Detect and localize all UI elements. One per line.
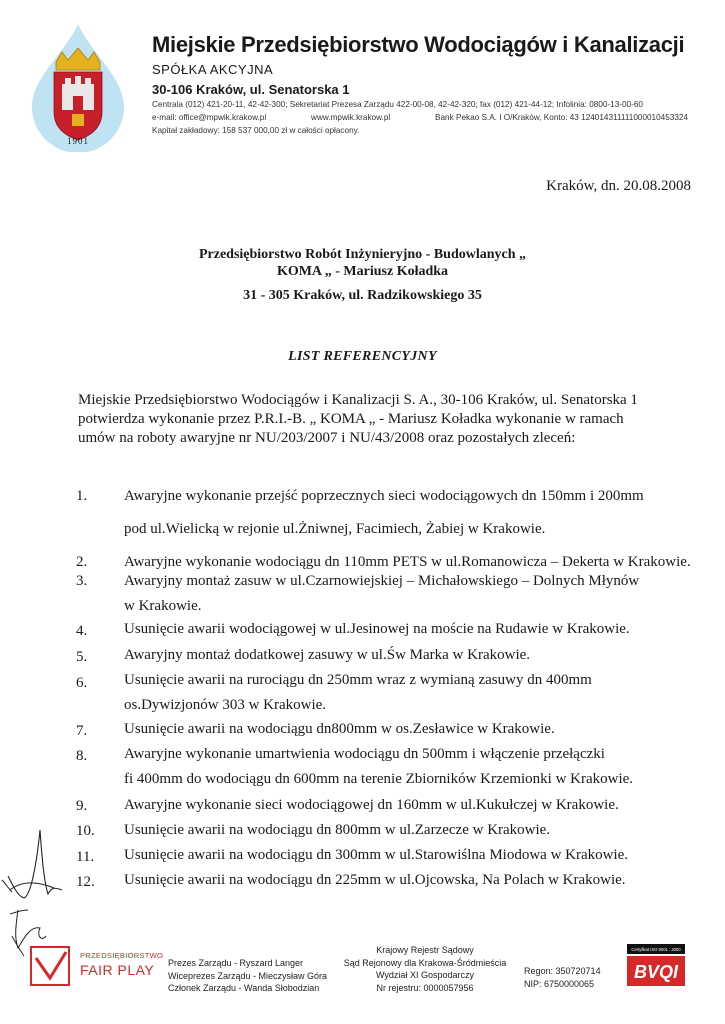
registry-number: Nr rejestru: 0000057956 [376, 982, 474, 993]
intro-line-1: Miejskie Przedsiębiorstwo Wodociągów i Kanalizacji S. A., 30-106 Kraków, ul. Senatorska 1 [78, 392, 638, 408]
letter-date: Kraków, dn. 20.08.2008 [546, 178, 691, 194]
document-title: LIST REFERENCYJNY [288, 349, 437, 364]
list-item-number: 2. [76, 554, 88, 570]
list-item-text: Awaryjne wykonanie sieci wodociągowej dn 160mm w ul.Kukułczej w Krakowie. [124, 797, 619, 813]
fair-play-title: FAIR PLAY [80, 962, 155, 978]
city-crest-logo [22, 22, 134, 152]
list-item-number: 6. [76, 675, 88, 691]
contact-website[interactable]: www.mpwik.krakow.pl [311, 113, 391, 122]
list-item-text: Awaryjne wykonanie umartwienia wodociągu dn 500mm i włączenie przełączki [124, 746, 605, 762]
company-ids [524, 965, 601, 990]
list-item-text: Usunięcie awarii na rurociągu dn 250mm wraz z wymianą zasuwy dn 400mm [124, 672, 592, 688]
contact-bank: Bank Pekao S.A. I O/Kraków, Konto: 43 124014311111000010453324 [435, 113, 688, 122]
list-item-number: 1. [76, 488, 88, 504]
cert-label: Certyfikat ISO 9001 : 2000 [631, 947, 681, 953]
company-type: SPÓŁKA AKCYJNA [152, 62, 274, 77]
list-item-number: 8. [76, 748, 88, 764]
list-item-text: Usunięcie awarii na wodociągu dn 225mm w ul.Ojcowska, Na Polach w Krakowie. [124, 872, 626, 888]
registry-line-2: Sąd Rejonowy dla Krakowa-Śródmieścia [343, 957, 507, 968]
fair-play-check-icon [30, 946, 70, 986]
contact-email[interactable]: e-mail: office@mpwik.krakow.pl [152, 113, 267, 122]
list-item-text: fi 400mm do wodociągu dn 600mm na terenie Zbiorników Krzemionki w Krakowie. [124, 771, 634, 787]
board-member: Członek Zarządu - Wanda Słobodzian [168, 983, 320, 993]
list-item-text: Awaryjne wykonanie przejść poprzecznych sieci wodociągowych dn 150mm i 200mm [124, 488, 644, 504]
list-item-text: Usunięcie awarii na wodociągu dn 800mm w ul.Zarzecze w Krakowie. [124, 822, 551, 838]
list-item-number: 11. [76, 849, 95, 865]
shield-icon [54, 72, 102, 140]
list-item-number: 3. [76, 573, 88, 589]
recipient-address: 31 - 305 Kraków, ul. Radzikowskiego 35 [243, 288, 482, 303]
bvqi-certificate-logo [627, 944, 685, 986]
intro-line-3: umów na roboty awaryjne nr NU/203/2007 i NU/43/2008 oraz pozostałych zleceń: [78, 430, 576, 446]
board-vice-president: Wiceprezes Zarządu - Mieczysław Góra [168, 970, 328, 981]
recipient-name-line1: Przedsiębiorstwo Robót Inżynieryjno - Budowlanych „ [198, 247, 527, 262]
nip-number: NIP: 6750000065 [524, 978, 595, 989]
list-item-text: pod ul.Wielicką w rejonie ul.Żniwnej, Facimiech, Żabiej w Krakowie. [124, 521, 546, 537]
list-item-number: 12. [76, 874, 95, 890]
management-board [168, 957, 327, 995]
registry-line-3: Wydział XI Gospodarczy [376, 970, 474, 980]
logo-year: 1901 [67, 136, 89, 146]
company-name: Miejskie Przedsiębiorstwo Wodociągów i Kanalizacji [152, 32, 685, 57]
cert-brand: BVQI [633, 962, 679, 982]
list-item-number: 9. [76, 798, 88, 814]
company-address: 30-106 Kraków, ul. Senatorska 1 [152, 82, 350, 97]
list-item-text: w Krakowie. [124, 598, 202, 614]
registry-line-1: Krajowy Rejestr Sądowy [376, 945, 474, 955]
list-item-text: Awaryjny montaż zasuw w ul.Czarnowiejskiej – Michałowskiego – Dolnych Młynów [124, 573, 640, 589]
list-item-number: 7. [76, 723, 88, 739]
contact-capital: Kapitał zakładowy: 158 537 000,00 zł w całości opłacony. [152, 126, 360, 135]
list-item-text: os.Dywizjonów 303 w Krakowie. [124, 697, 327, 713]
court-registry [330, 944, 520, 994]
board-president: Prezes Zarządu - Ryszard Langer [168, 958, 304, 968]
regon-number: Regon: 350720714 [524, 966, 601, 976]
list-item-text: Usunięcie awarii na wodociągu dn800mm w os.Zesławice w Krakowie. [124, 721, 555, 737]
intro-line-2: potwierdza wykonanie przez P.R.I.-B. „ KOMA „ - Mariusz Koładka wykonanie w ramach [78, 411, 624, 427]
contact-phones: Centrala (012) 421-20-11, 42-42-300; Sekretariat Prezesa Zarządu 422-00-08, 42-42-320; fax (012) 421-44-12; Infolinia: 0800-13-00-60 [152, 100, 643, 109]
list-item-text: Awaryjne wykonanie wodociągu dn 110mm PETS w ul.Romanowicza – Dekerta w Krakowie. [124, 554, 691, 570]
contact-line-2 [152, 113, 688, 122]
recipient-name-line2: KOMA „ - Mariusz Koładka [276, 264, 449, 279]
list-item-number: 10. [76, 823, 95, 839]
list-item-number: 5. [76, 649, 88, 665]
fair-play-caption: PRZEDSIĘBIORSTWO [80, 951, 164, 960]
list-item-text: Usunięcie awarii na wodociągu dn 300mm w ul.Starowiślna Miodowa w Krakowie. [124, 847, 629, 863]
list-item-text: Usunięcie awarii wodociągowej w ul.Jesinowej na moście na Rudawie w Krakowie. [124, 621, 630, 637]
list-item-number: 4. [76, 623, 88, 639]
list-item-text: Awaryjny montaż dodatkowej zasuwy w ul.Św Marka w Krakowie. [124, 647, 531, 663]
